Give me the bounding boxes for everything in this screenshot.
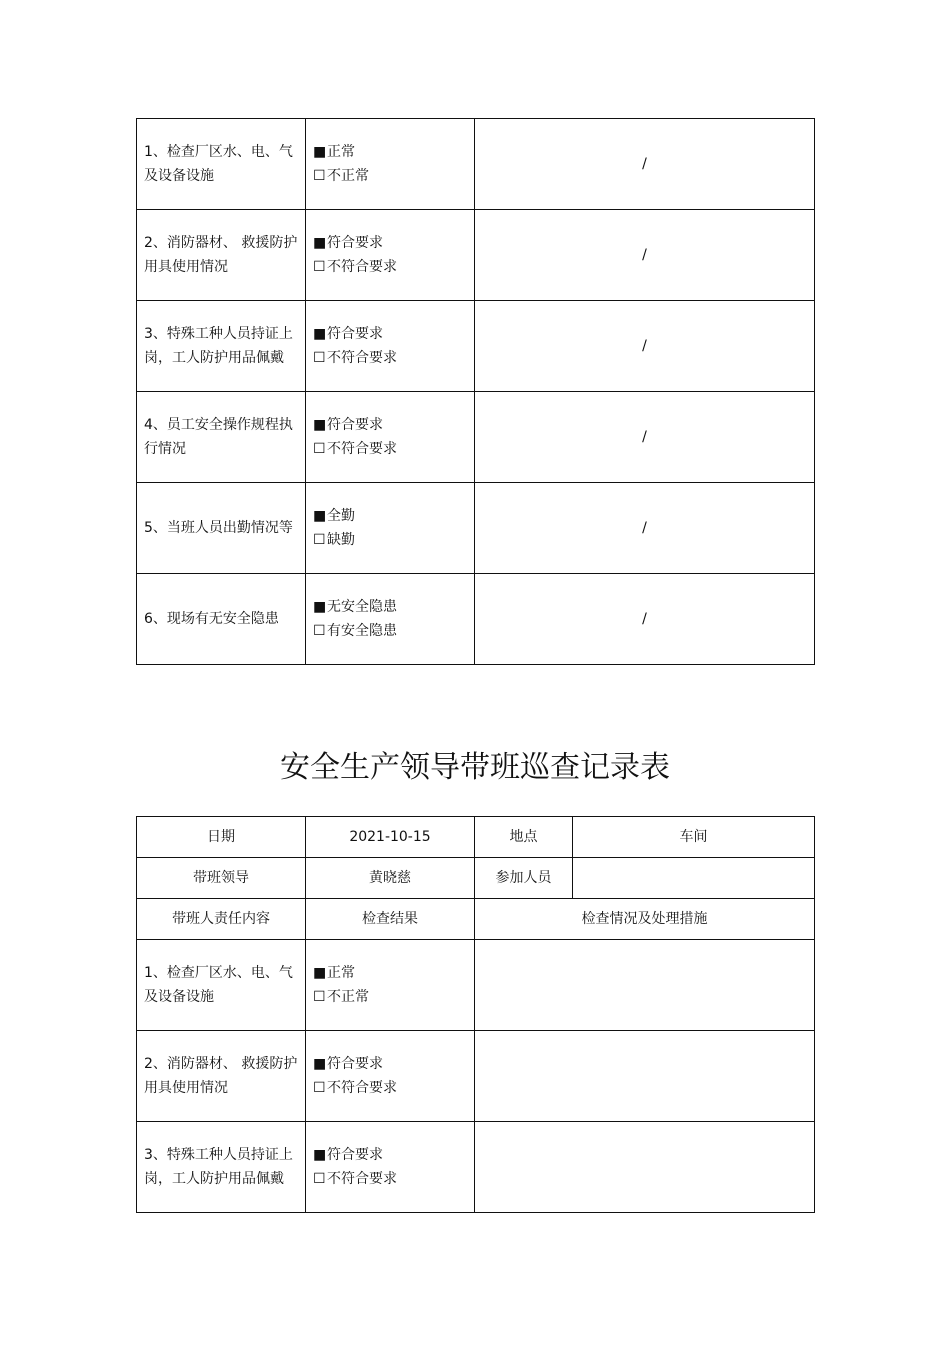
option-checked[interactable]: ■符合要求 <box>313 1143 467 1167</box>
participants-label: 参加人员 <box>475 858 573 899</box>
table-row <box>137 301 815 392</box>
unchecked-box-icon: ☐ <box>313 989 326 1005</box>
checked-box-icon: ■ <box>313 144 327 160</box>
option-checked[interactable]: ■正常 <box>313 140 467 164</box>
option-checked[interactable]: ■符合要求 <box>313 231 467 255</box>
option-unchecked[interactable]: ☐缺勤 <box>313 528 467 552</box>
duty-item: 5、当班人员出勤情况等 <box>137 483 306 574</box>
leader-value[interactable]: 黄晓慈 <box>306 858 475 899</box>
check-result <box>306 1031 475 1122</box>
table-row <box>137 210 815 301</box>
measures-cell: / <box>475 574 815 665</box>
option-checked[interactable]: ■符合要求 <box>313 322 467 346</box>
place-value[interactable]: 车间 <box>573 817 815 858</box>
check-result <box>306 210 475 301</box>
duty-item: 2、消防器材、 救援防护用具使用情况 <box>137 1031 306 1122</box>
check-result <box>306 392 475 483</box>
unchecked-box-icon: ☐ <box>313 441 326 457</box>
col-duty-header: 带班人责任内容 <box>137 899 306 940</box>
place-label: 地点 <box>475 817 573 858</box>
column-header-row <box>137 899 815 940</box>
table-row <box>137 574 815 665</box>
option-checked[interactable]: ■全勤 <box>313 504 467 528</box>
option-unchecked[interactable]: ☐不正常 <box>313 164 467 188</box>
unchecked-box-icon: ☐ <box>313 1171 326 1187</box>
duty-item: 1、检查厂区水、电、气及设备设施 <box>137 119 306 210</box>
check-result <box>306 119 475 210</box>
measures-cell: / <box>475 392 815 483</box>
duty-item: 3、特殊工种人员持证上岗，工人防护用品佩戴 <box>137 1122 306 1213</box>
option-checked[interactable]: ■符合要求 <box>313 413 467 437</box>
duty-item: 4、员工安全操作规程执行情况 <box>137 392 306 483</box>
check-result <box>306 1122 475 1213</box>
option-unchecked[interactable]: ☐不符合要求 <box>313 1167 467 1191</box>
col-measures-header: 检查情况及处理措施 <box>475 899 815 940</box>
participants-value[interactable] <box>573 858 815 899</box>
unchecked-box-icon: ☐ <box>313 532 326 548</box>
checked-box-icon: ■ <box>313 235 327 251</box>
checked-box-icon: ■ <box>313 1147 327 1163</box>
option-checked[interactable]: ■符合要求 <box>313 1052 467 1076</box>
table-row <box>137 940 815 1031</box>
measures-cell[interactable] <box>475 1031 815 1122</box>
check-result <box>306 940 475 1031</box>
col-result-header: 检查结果 <box>306 899 475 940</box>
option-unchecked[interactable]: ☐不符合要求 <box>313 255 467 279</box>
unchecked-box-icon: ☐ <box>313 350 326 366</box>
date-label: 日期 <box>137 817 306 858</box>
measures-cell[interactable] <box>475 940 815 1031</box>
measures-cell: / <box>475 119 815 210</box>
inspection-record-table <box>136 816 815 1213</box>
measures-cell: / <box>475 483 815 574</box>
header-row-leader <box>137 858 815 899</box>
option-unchecked[interactable]: ☐不正常 <box>313 985 467 1009</box>
checked-box-icon: ■ <box>313 508 327 524</box>
checked-box-icon: ■ <box>313 1056 327 1072</box>
check-result <box>306 301 475 392</box>
unchecked-box-icon: ☐ <box>313 168 326 184</box>
duty-item: 3、特殊工种人员持证上岗，工人防护用品佩戴 <box>137 301 306 392</box>
duty-item: 1、检查厂区水、电、气及设备设施 <box>137 940 306 1031</box>
date-value[interactable]: 2021-10-15 <box>306 817 475 858</box>
duty-item: 6、现场有无安全隐患 <box>137 574 306 665</box>
unchecked-box-icon: ☐ <box>313 1080 326 1096</box>
leader-label: 带班领导 <box>137 858 306 899</box>
header-row-date <box>137 817 815 858</box>
measures-cell: / <box>475 301 815 392</box>
option-unchecked[interactable]: ☐不符合要求 <box>313 1076 467 1100</box>
checked-box-icon: ■ <box>313 965 327 981</box>
duty-item: 2、消防器材、 救援防护用具使用情况 <box>137 210 306 301</box>
check-result <box>306 483 475 574</box>
table-row <box>137 1031 815 1122</box>
table-row <box>137 119 815 210</box>
table-row <box>137 483 815 574</box>
option-checked[interactable]: ■无安全隐患 <box>313 595 467 619</box>
table-row <box>137 1122 815 1213</box>
checked-box-icon: ■ <box>313 417 327 433</box>
inspection-table-continued <box>136 118 815 665</box>
checked-box-icon: ■ <box>313 599 327 615</box>
measures-cell: / <box>475 210 815 301</box>
option-unchecked[interactable]: ☐不符合要求 <box>313 346 467 370</box>
unchecked-box-icon: ☐ <box>313 623 326 639</box>
form-title: 安全生产领导带班巡查记录表 <box>280 750 670 785</box>
option-checked[interactable]: ■正常 <box>313 961 467 985</box>
option-unchecked[interactable]: ☐不符合要求 <box>313 437 467 461</box>
table-row <box>137 392 815 483</box>
unchecked-box-icon: ☐ <box>313 259 326 275</box>
check-result <box>306 574 475 665</box>
option-unchecked[interactable]: ☐有安全隐患 <box>313 619 467 643</box>
measures-cell[interactable] <box>475 1122 815 1213</box>
checked-box-icon: ■ <box>313 326 327 342</box>
